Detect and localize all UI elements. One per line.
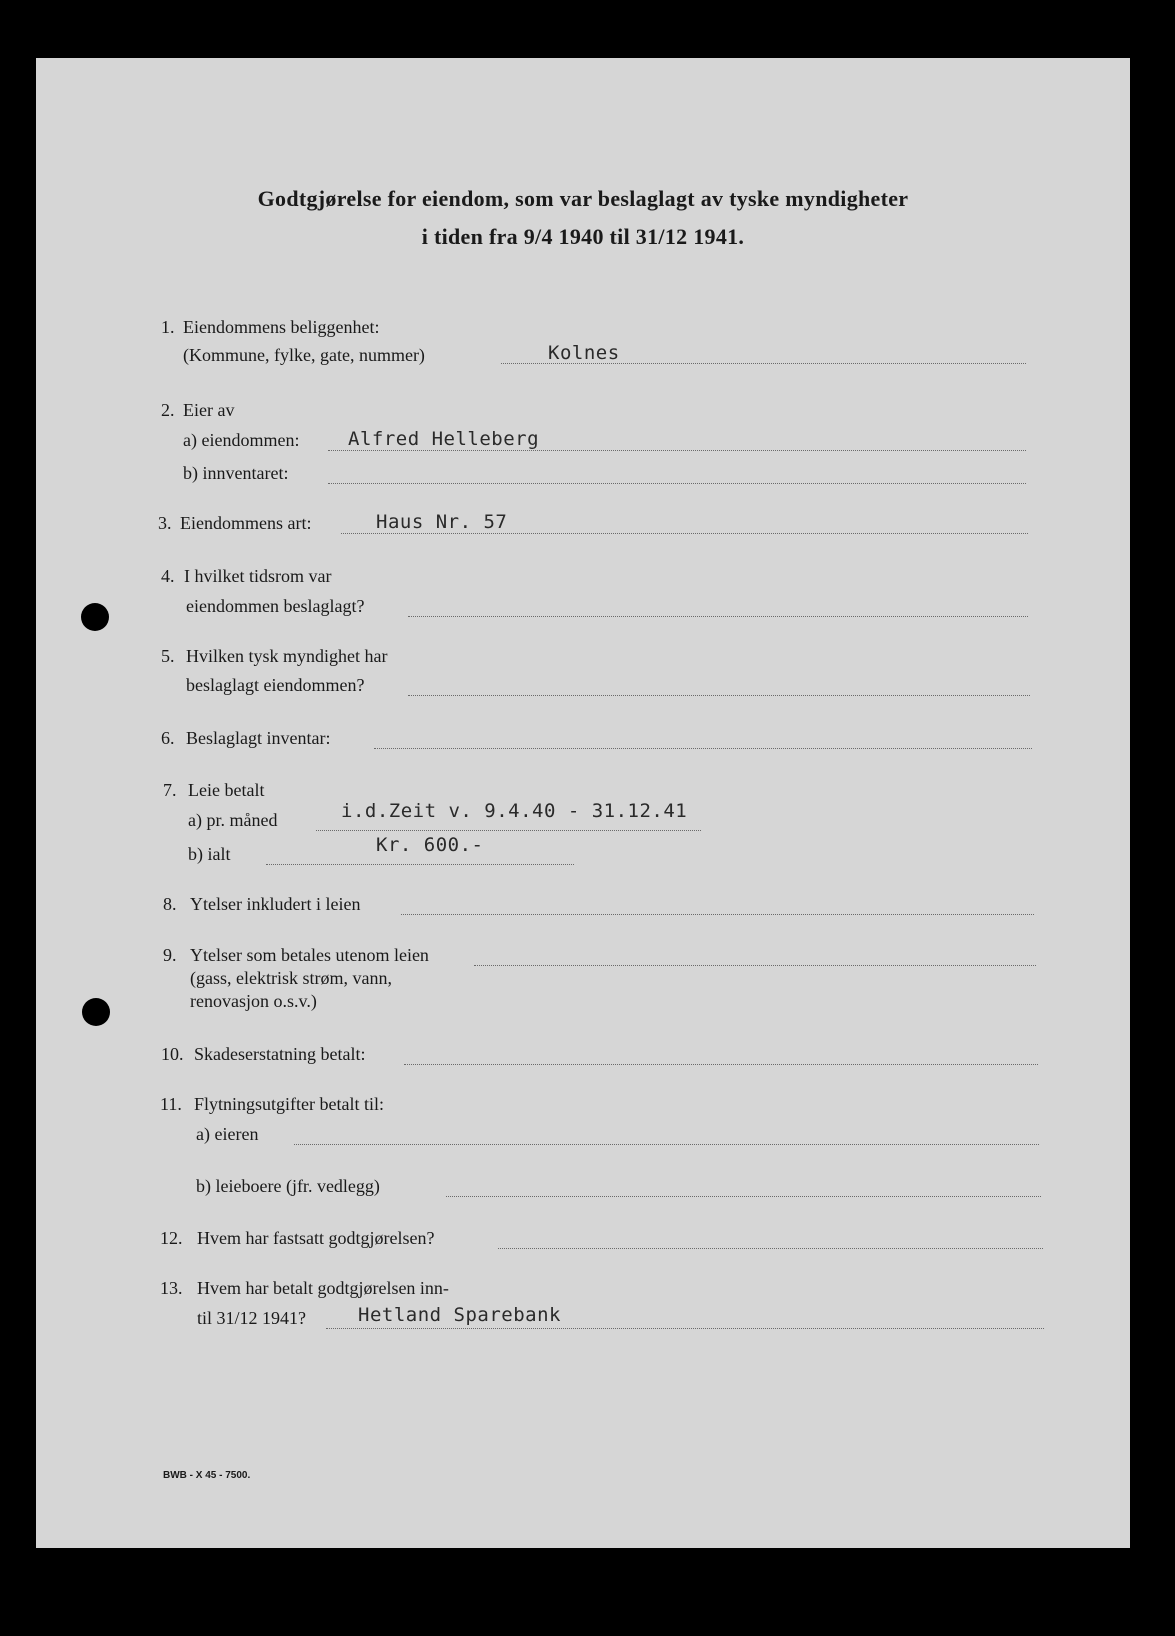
q7b-answer[interactable]: Kr. 600.- xyxy=(376,834,484,856)
q2b-answer-line xyxy=(328,483,1026,484)
q6-label: Beslaglagt inventar: xyxy=(186,728,331,748)
q7-number: 7. xyxy=(163,780,177,800)
q8-number: 8. xyxy=(163,894,177,914)
q7a-answer-line xyxy=(316,830,701,831)
q1-label: Eiendommens beliggenhet: xyxy=(183,317,380,337)
q4-answer-line xyxy=(408,616,1028,617)
q7b-label: b) ialt xyxy=(188,844,231,864)
q10-number: 10. xyxy=(161,1044,184,1064)
punch-hole-bottom xyxy=(82,998,110,1026)
q3-answer[interactable]: Haus Nr. 57 xyxy=(376,511,508,533)
q2-number: 2. xyxy=(161,400,175,420)
q5-sublabel: beslaglagt eiendommen? xyxy=(186,675,365,695)
q9-number: 9. xyxy=(163,945,177,965)
q11-label: Flytningsutgifter betalt til: xyxy=(194,1094,384,1114)
q11-number: 11. xyxy=(160,1094,182,1114)
q9-answer-line xyxy=(474,965,1036,966)
q2a-answer[interactable]: Alfred Helleberg xyxy=(348,428,540,450)
q5-label: Hvilken tysk myndighet har xyxy=(186,646,388,666)
q3-label: Eiendommens art: xyxy=(180,513,312,533)
punch-hole-top xyxy=(81,603,109,631)
q10-answer-line xyxy=(404,1064,1038,1065)
q13-sublabel: til 31/12 1941? xyxy=(197,1308,306,1328)
q6-answer-line xyxy=(374,748,1032,749)
q1-sublabel: (Kommune, fylke, gate, nummer) xyxy=(183,345,425,365)
q11b-label: b) leieboere (jfr. vedlegg) xyxy=(196,1176,380,1196)
q1-number: 1. xyxy=(161,317,175,337)
q4-number: 4. xyxy=(161,566,175,586)
q3-answer-line xyxy=(341,533,1028,534)
q9-sublabel-2: renovasjon o.s.v.) xyxy=(190,991,317,1011)
q10-label: Skadeserstatning betalt: xyxy=(194,1044,366,1064)
q11b-answer-line xyxy=(446,1196,1041,1197)
q12-answer-line xyxy=(498,1248,1043,1249)
q2-label: Eier av xyxy=(183,400,235,420)
q9-sublabel-1: (gass, elektrisk strøm, vann, xyxy=(190,968,392,988)
q4-sublabel: eiendommen beslaglagt? xyxy=(186,596,365,616)
q6-number: 6. xyxy=(161,728,175,748)
q4-label: I hvilket tidsrom var xyxy=(184,566,332,586)
q8-answer-line xyxy=(401,914,1034,915)
q7a-label: a) pr. måned xyxy=(188,810,278,830)
q2a-answer-line xyxy=(328,450,1026,451)
q2a-label: a) eiendommen: xyxy=(183,430,300,450)
q11a-label: a) eieren xyxy=(196,1124,259,1144)
q5-answer-line xyxy=(408,695,1030,696)
q9-label: Ytelser som betales utenom leien xyxy=(190,945,429,965)
q13-label: Hvem har betalt godtgjørelsen inn- xyxy=(197,1278,449,1298)
form-title-line-2: i tiden fra 9/4 1940 til 31/12 1941. xyxy=(421,224,745,249)
q5-number: 5. xyxy=(161,646,175,666)
q13-number: 13. xyxy=(160,1278,183,1298)
q7a-answer[interactable]: i.d.Zeit v. 9.4.40 - 31.12.41 xyxy=(341,800,688,822)
q7-label: Leie betalt xyxy=(188,780,265,800)
q7b-answer-line xyxy=(266,864,574,865)
q13-answer[interactable]: Hetland Sparebank xyxy=(358,1304,561,1326)
q3-number: 3. xyxy=(158,513,172,533)
q8-label: Ytelser inkludert i leien xyxy=(190,894,361,914)
q12-number: 12. xyxy=(160,1228,183,1248)
q2b-label: b) innventaret: xyxy=(183,463,289,483)
q11a-answer-line xyxy=(294,1144,1039,1145)
form-title-line-1: Godtgjørelse for eiendom, som var beslaglagt av tyske myndigheter xyxy=(257,186,909,211)
form-page xyxy=(36,58,1130,1548)
q1-answer[interactable]: Kolnes xyxy=(548,342,620,364)
form-print-code: BWB - X 45 - 7500. xyxy=(163,1470,251,1481)
q12-label: Hvem har fastsatt godtgjørelsen? xyxy=(197,1228,435,1248)
q13-answer-line xyxy=(326,1328,1044,1329)
